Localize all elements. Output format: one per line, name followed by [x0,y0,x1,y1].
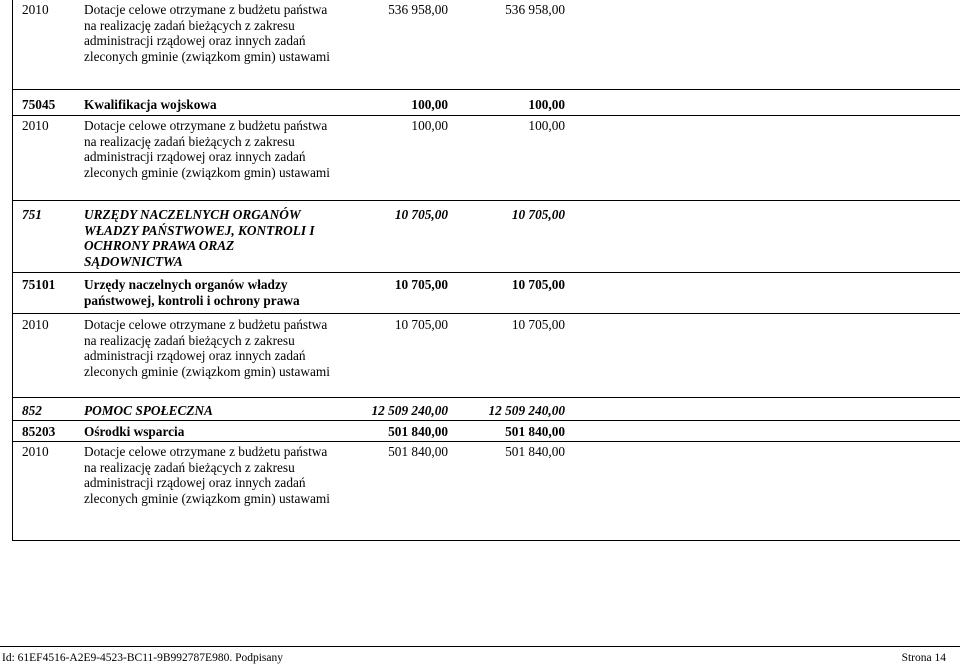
row-amount-value: 536 958,00 [505,2,565,17]
row-code: 85203 [22,424,56,439]
row-description: URZĘDY NACZELNYCH ORGANÓW WŁADZY PAŃSTWOWEJ, KONTROLI I OCHRONY PRAWA ORAZ SĄDOWNICTWA [84,207,315,269]
table-bottom-border [12,540,960,541]
row-amount-value: 12 509 240,00 [488,403,565,418]
row-code: 2010 [22,118,49,133]
row-code: 2010 [22,317,49,332]
row-description: Urzędy naczelnych organów władzy państwowej, kontroli i ochrony prawa [84,277,300,308]
row-description: Dotacje celowe otrzymane z budżetu państwa na realizację zadań bieżących z zakresu administracji rządowej oraz innych zadań zleconych gminie (związkom gmin) ustawami [84,118,330,180]
row-amount-value: 501 840,00 [505,424,565,439]
row-divider [12,115,960,116]
row-plan-value: 100,00 [411,118,448,133]
row-plan-value: 10 705,00 [394,207,448,222]
row-divider [12,272,960,273]
footer-divider [0,646,960,647]
row-code: 2010 [22,444,49,459]
row-plan-value: 536 958,00 [388,2,448,17]
row-divider [12,420,960,421]
row-code: 751 [22,207,42,222]
row-description: Dotacje celowe otrzymane z budżetu państwa na realizację zadań bieżących z zakresu administracji rządowej oraz innych zadań zleconych gminie (związkom gmin) ustawami [84,2,330,64]
document-id: Id: 61EF4516-A2E9-4523-BC11-9B992787E980. Podpisany [2,652,283,664]
row-amount-value: 100,00 [528,97,565,112]
row-divider [12,313,960,314]
row-description: Dotacje celowe otrzymane z budżetu państwa na realizację zadań bieżących z zakresu administracji rządowej oraz innych zadań zleconych gminie (związkom gmin) ustawami [84,317,330,379]
row-description: POMOC SPOŁECZNA [84,403,213,418]
row-amount-value: 501 840,00 [505,444,565,459]
table-left-border [12,0,13,540]
row-code: 75101 [22,277,56,292]
row-plan-value: 10 705,00 [394,277,448,292]
row-divider [12,441,960,442]
row-plan-value: 100,00 [411,97,448,112]
row-amount-value: 100,00 [528,118,565,133]
row-divider [12,200,960,201]
row-plan-value: 501 840,00 [388,444,448,459]
row-description: Dotacje celowe otrzymane z budżetu państwa na realizację zadań bieżących z zakresu administracji rządowej oraz innych zadań zleconych gminie (związkom gmin) ustawami [84,444,330,506]
row-divider [12,89,960,90]
row-code: 2010 [22,2,49,17]
row-description: Ośrodki wsparcia [84,424,185,439]
row-plan-value: 10 705,00 [394,317,448,332]
page-number: Strona 14 [901,652,946,664]
row-amount-value: 10 705,00 [511,207,565,222]
row-plan-value: 12 509 240,00 [371,403,448,418]
row-amount-value: 10 705,00 [511,277,565,292]
row-code: 75045 [22,97,56,112]
row-description: Kwalifikacja wojskowa [84,97,217,112]
row-amount-value: 10 705,00 [511,317,565,332]
row-divider [12,397,960,398]
row-plan-value: 501 840,00 [388,424,448,439]
row-code: 852 [22,403,42,418]
